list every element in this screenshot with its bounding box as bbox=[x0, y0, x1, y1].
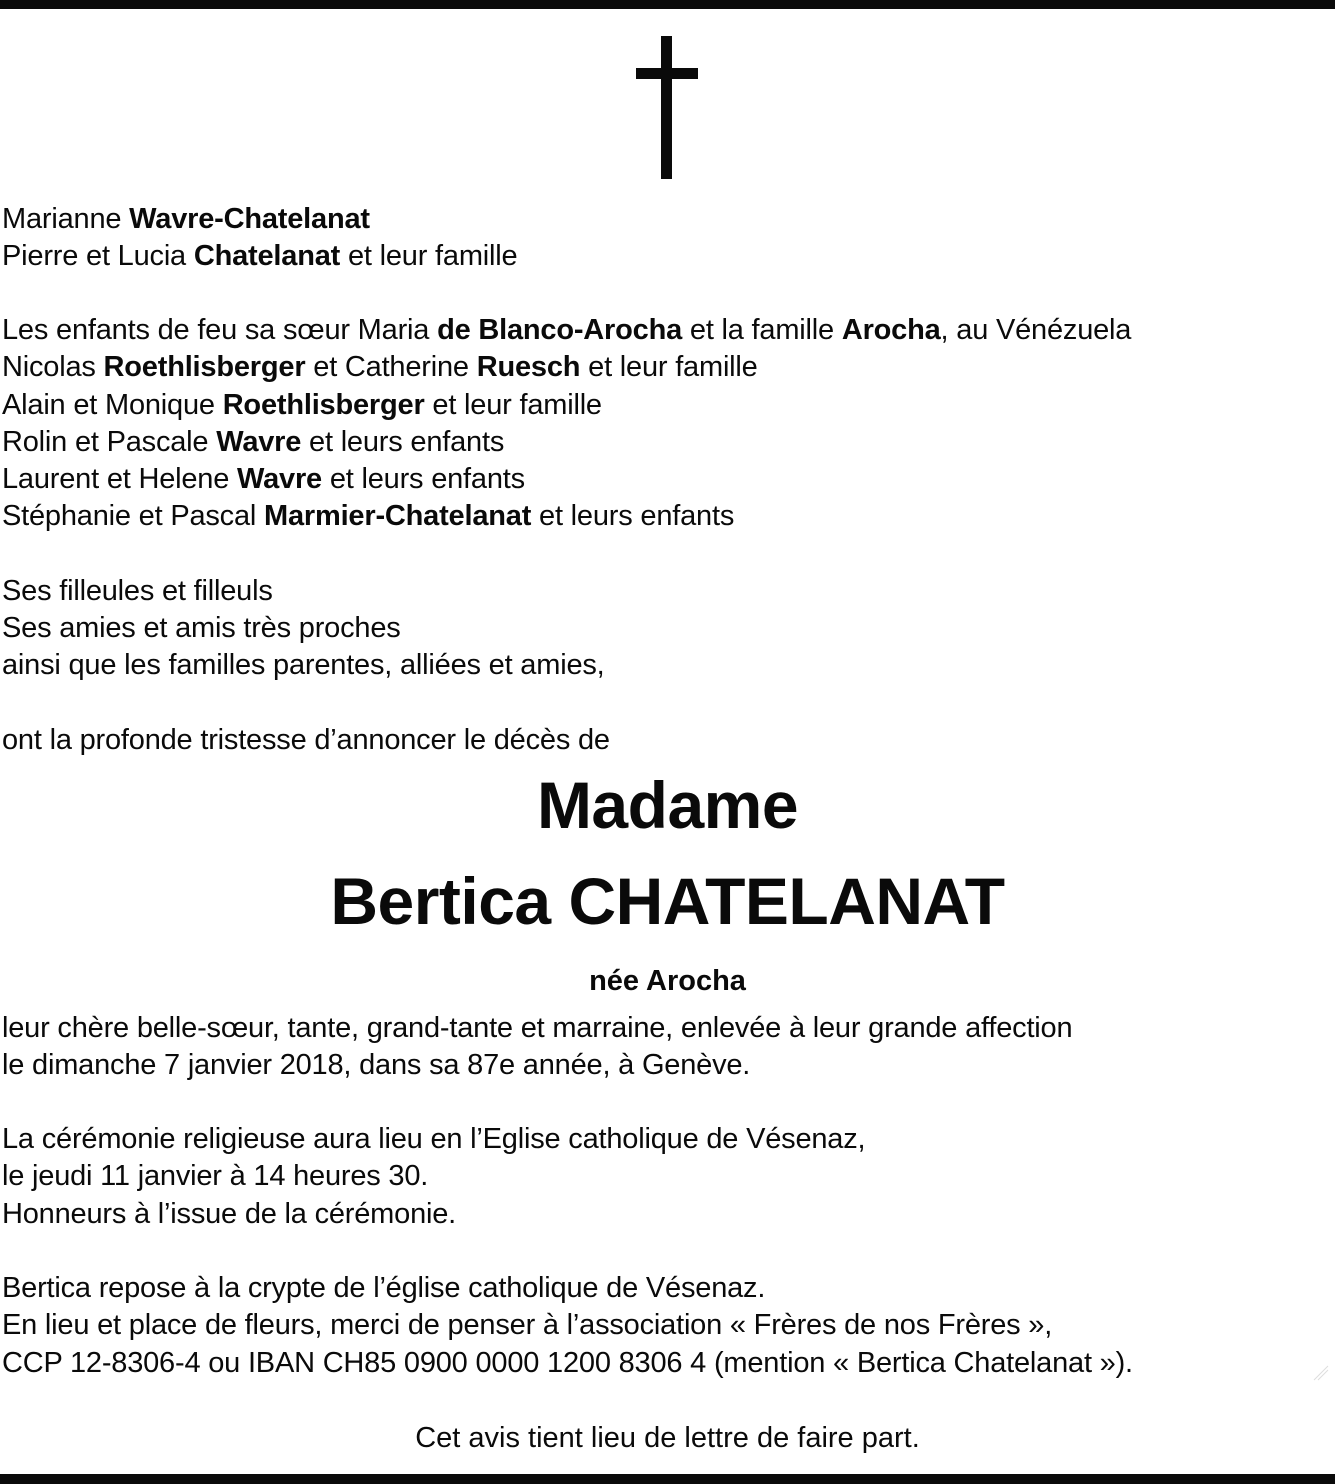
announcement-text: ont la profonde tristesse d’annoncer le décès de bbox=[2, 724, 610, 756]
details-line-date: le dimanche 7 janvier 2018, dans sa 87e année, à Genève. bbox=[2, 1049, 751, 1081]
family-line-pierre: Pierre et Lucia Chatelanat et leur famille bbox=[2, 240, 518, 272]
corner-print-mark-icon bbox=[1312, 1364, 1330, 1382]
others-line-amis: Ses amies et amis très proches bbox=[2, 612, 401, 644]
repose-line-bank: CCP 12-8306-4 ou IBAN CH85 0900 0000 1200 8306 4 (mention « Bertica Chatelanat »). bbox=[2, 1347, 1133, 1379]
deceased-title: Madame bbox=[536, 768, 799, 842]
family-line-nicolas: Nicolas Roethlisberger et Catherine Ruesch et leur famille bbox=[2, 351, 758, 383]
deceased-maiden-name: née Arocha bbox=[589, 965, 746, 997]
ceremony-line-honours: Honneurs à l’issue de la cérémonie. bbox=[2, 1198, 457, 1230]
ceremony-line-place: La cérémonie religieuse aura lieu en l’Eglise catholique de Vésenaz, bbox=[2, 1123, 866, 1155]
bottom-border-rule bbox=[0, 1474, 1335, 1484]
family-line-maria: Les enfants de feu sa sœur Maria de Blanco-Arocha et la famille Arocha, au Vénézuela bbox=[2, 314, 1132, 346]
repose-line-crypt: Bertica repose à la crypte de l’église catholique de Vésenaz. bbox=[2, 1272, 766, 1304]
family-line-stephanie: Stéphanie et Pascal Marmier-Chatelanat et leurs enfants bbox=[2, 500, 735, 532]
family-line-rolin: Rolin et Pascale Wavre et leurs enfants bbox=[2, 426, 505, 458]
closing-note: Cet avis tient lieu de lettre de faire part. bbox=[415, 1422, 920, 1454]
cross-icon bbox=[636, 36, 698, 179]
ceremony-line-time: le jeudi 11 janvier à 14 heures 30. bbox=[2, 1160, 429, 1192]
top-border-rule bbox=[0, 0, 1335, 9]
others-line-familles: ainsi que les familles parentes, alliées et amies, bbox=[2, 649, 605, 681]
deceased-name: Bertica CHATELANAT bbox=[330, 864, 1005, 938]
family-line-alain: Alain et Monique Roethlisberger et leur famille bbox=[2, 389, 602, 421]
details-line-relation: leur chère belle-sœur, tante, grand-tante et marraine, enlevée à leur grande affection bbox=[2, 1012, 1073, 1044]
family-line-laurent: Laurent et Helene Wavre et leurs enfants bbox=[2, 463, 525, 495]
family-line-marianne: Marianne Wavre-Chatelanat bbox=[2, 203, 370, 235]
repose-line-association: En lieu et place de fleurs, merci de penser à l’association « Frères de nos Frères », bbox=[2, 1309, 1053, 1341]
others-line-filleuls: Ses filleules et filleuls bbox=[2, 575, 273, 607]
